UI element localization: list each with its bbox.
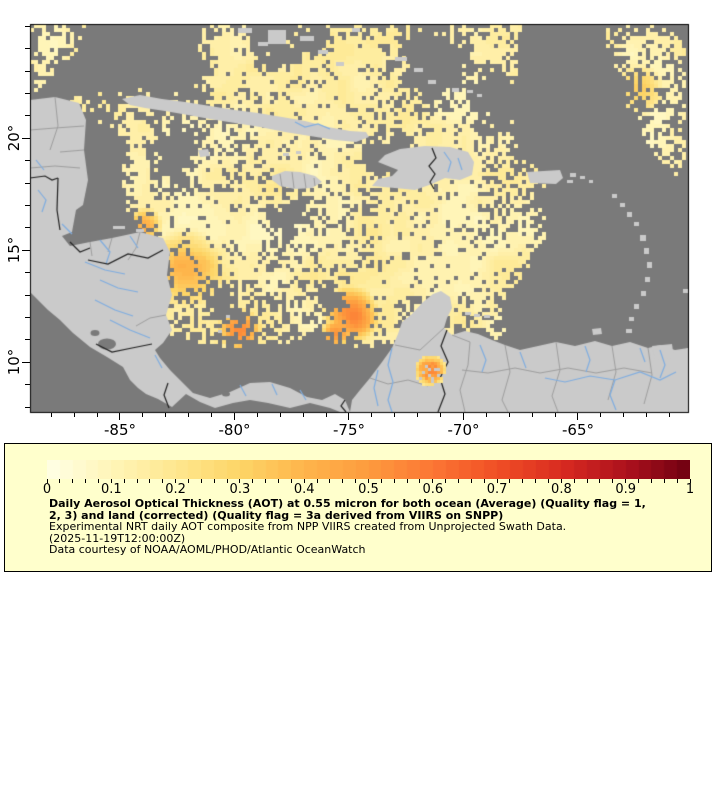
colorbar-tick xyxy=(291,479,292,483)
lat-tick xyxy=(25,339,30,340)
lat-tick xyxy=(25,317,30,318)
lat-tick-label: 20° xyxy=(5,124,23,152)
legend-title-line2: 2, 3) and land (corrected) (Quality flag = 3a derived from VIIRS on SNPP) xyxy=(49,508,504,522)
lon-tick xyxy=(119,413,120,420)
colorbar-tick-label: 0.9 xyxy=(615,482,637,497)
lat-tick xyxy=(25,384,30,385)
colorbar-tick xyxy=(677,479,678,483)
lat-tick xyxy=(25,295,30,296)
colorbar-tick xyxy=(188,479,189,483)
lat-tick xyxy=(22,250,30,251)
colorbar-tick xyxy=(535,479,536,483)
lon-tick xyxy=(440,413,441,417)
colorbar-tick xyxy=(509,479,510,483)
lon-tick xyxy=(371,413,372,417)
colorbar-tick xyxy=(445,479,446,483)
lat-tick xyxy=(22,138,30,139)
colorbar-tick xyxy=(419,479,420,483)
lon-tick xyxy=(234,413,235,420)
lon-tick xyxy=(257,413,258,417)
legend-box xyxy=(4,443,712,572)
colorbar-tick xyxy=(612,479,613,483)
colorbar-tick xyxy=(124,479,125,483)
lon-tick xyxy=(188,413,189,417)
colorbar-tick xyxy=(278,479,279,483)
lon-tick xyxy=(74,413,75,417)
colorbar-tick xyxy=(252,479,253,483)
legend-title-line1: Daily Aerosol Optical Thickness (AOT) at 0.55 micron for both ocean (Average) (Quality flag = 1, xyxy=(49,497,646,510)
lat-tick xyxy=(25,183,30,184)
lon-tick xyxy=(463,413,464,420)
legend-caption-line2: (2025-11-19T12:00:00Z) xyxy=(49,531,186,545)
colorbar-tick xyxy=(329,479,330,483)
colorbar xyxy=(47,460,690,479)
colorbar-tick xyxy=(162,479,163,483)
colorbar-tick-label: 0.2 xyxy=(165,482,186,497)
lon-tick-label: -65° xyxy=(561,421,594,439)
lat-tick-label: 15° xyxy=(5,236,23,264)
colorbar-tick xyxy=(342,479,343,483)
lat-tick xyxy=(25,71,30,72)
lon-tick-label: -85° xyxy=(103,421,136,439)
lon-tick xyxy=(555,413,556,417)
colorbar-tick xyxy=(381,479,382,483)
lon-tick xyxy=(326,413,327,417)
lon-tick xyxy=(532,413,533,417)
colorbar-tick xyxy=(407,479,408,483)
colorbar-tick xyxy=(59,479,60,483)
colorbar-tick-label: 0.5 xyxy=(358,482,379,497)
colorbar-tick-label: 0 xyxy=(42,482,52,497)
lon-tick xyxy=(348,413,349,420)
lat-tick xyxy=(25,272,30,273)
colorbar-tick-label: 0.8 xyxy=(551,482,572,497)
lon-tick-label: -80° xyxy=(218,421,251,439)
lon-tick xyxy=(97,413,98,417)
lon-tick xyxy=(669,413,670,417)
colorbar-tick xyxy=(98,479,99,483)
colorbar-tick xyxy=(651,479,652,483)
colorbar-tick xyxy=(394,479,395,483)
colorbar-tick xyxy=(72,479,73,483)
lat-tick xyxy=(25,26,30,27)
lat-tick xyxy=(25,160,30,161)
colorbar-tick xyxy=(214,479,215,483)
colorbar-tick-label: 0.6 xyxy=(422,482,444,497)
lon-tick xyxy=(51,413,52,417)
lon-tick-label: -70° xyxy=(447,421,480,439)
lon-tick xyxy=(165,413,166,417)
lat-tick xyxy=(25,205,30,206)
lon-tick xyxy=(486,413,487,417)
colorbar-tick xyxy=(201,479,202,483)
colorbar-tick xyxy=(548,479,549,483)
lon-tick xyxy=(394,413,395,417)
colorbar-tick xyxy=(471,479,472,483)
colorbar-tick-label: 0.7 xyxy=(486,482,508,497)
legend-caption-line3: Data courtesy of NOAA/AOML/PHOD/Atlantic OceanWatch xyxy=(49,543,366,556)
colorbar-tick xyxy=(149,479,150,483)
colorbar-tick-label: 0.3 xyxy=(229,482,251,497)
lat-tick xyxy=(25,407,30,408)
colorbar-tick xyxy=(458,479,459,483)
lat-tick-label: 10° xyxy=(5,348,23,376)
colorbar-tick xyxy=(599,479,600,483)
lon-tick xyxy=(211,413,212,417)
colorbar-tick-label: 1 xyxy=(685,482,695,497)
colorbar-tick xyxy=(522,479,523,483)
colorbar-tick xyxy=(265,479,266,483)
colorbar-tick xyxy=(227,479,228,483)
lon-tick xyxy=(600,413,601,417)
colorbar-tick-label: 0.4 xyxy=(293,482,315,497)
colorbar-tick xyxy=(484,479,485,483)
lat-tick xyxy=(25,93,30,94)
colorbar-tick xyxy=(664,479,665,483)
colorbar-tick xyxy=(638,479,639,483)
colorbar-tick xyxy=(137,479,138,483)
lon-tick xyxy=(646,413,647,417)
lon-tick xyxy=(280,413,281,417)
colorbar-tick xyxy=(587,479,588,483)
lon-tick xyxy=(417,413,418,417)
legend-caption-line1: Experimental NRT daily AOT composite from NPP VIIRS created from Unprojected Swath Data. xyxy=(49,520,567,533)
lon-tick-label: -75° xyxy=(332,421,365,439)
lon-tick xyxy=(142,413,143,417)
lon-tick xyxy=(303,413,304,417)
legend-caption xyxy=(49,498,646,556)
colorbar-tick xyxy=(574,479,575,483)
colorbar-tick xyxy=(317,479,318,483)
lon-tick xyxy=(623,413,624,417)
lat-tick xyxy=(25,115,30,116)
lat-tick xyxy=(25,227,30,228)
lon-tick xyxy=(509,413,510,417)
colorbar-tick-label: 0.1 xyxy=(100,482,122,497)
lat-tick xyxy=(25,48,30,49)
colorbar-tick xyxy=(355,479,356,483)
colorbar-tick xyxy=(85,479,86,483)
lon-tick xyxy=(577,413,578,420)
lat-tick xyxy=(22,362,30,363)
